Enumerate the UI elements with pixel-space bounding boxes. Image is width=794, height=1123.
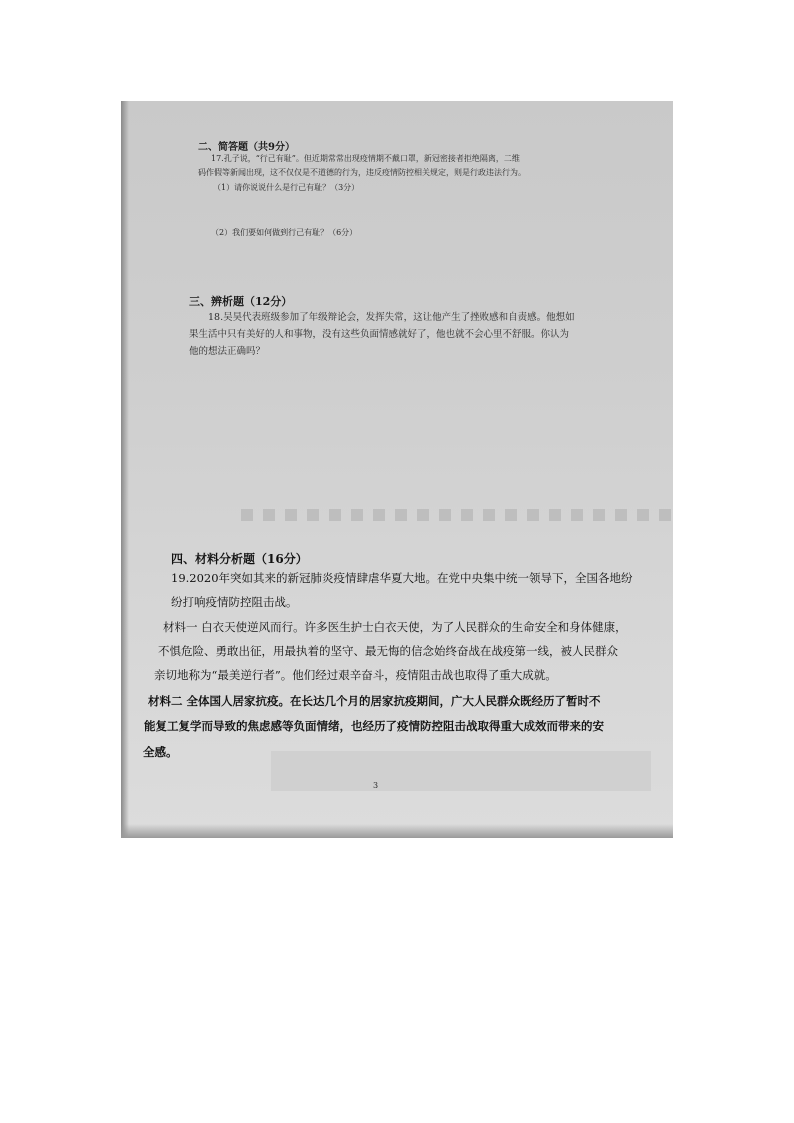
section-3-heading: 三、辨析题（12分） — [189, 295, 293, 308]
material-1-line-1: 材料一 白衣天使逆风而行。许多医生护士白衣天使，为了人民群众的生命安全和身体健康， — [163, 620, 627, 634]
q17-sub-2: （2）我们要如何做到行己有耻？（6分） — [211, 228, 358, 237]
material-2-line-3: 全感。 — [143, 745, 178, 759]
bleed-through-patch — [271, 751, 651, 791]
material-2-line-1: 材料二 全体国人居家抗疫。在长达几个月的居家抗疫期间，广大人民群众既经历了暂时不 — [148, 694, 601, 708]
q19-line-2: 纷打响疫情防控阻击战。 — [171, 595, 298, 609]
q19-line-1: 19.2020年突如其来的新冠肺炎疫情肆虐华夏大地。在党中央集中统一领导下，全国各地纷 — [171, 571, 633, 585]
section-4-heading: 四、材料分析题（16分） — [171, 552, 308, 566]
q18-line-1: 18.吴昊代表班级参加了年级辩论会，发挥失常，这让他产生了挫败感和自责感。他想如 — [208, 312, 575, 323]
q18-line-2: 果生活中只有美好的人和事物，没有这些负面情感就好了，他也就不会心里不舒服。你认为 — [189, 329, 570, 340]
material-2-line-2: 能复工复学而导致的焦虑感等负面情绪，也经历了疫情防控阻击战取得重大成效而带来的安 — [144, 719, 604, 733]
section-2-heading: 二、简答题（共9分） — [198, 142, 295, 153]
q17-line-2: 码作假等新闻出现，这不仅仅是不道德的行为，违反疫情防控相关规定，则是行政违法行为。 — [198, 168, 526, 177]
scanned-exam-page — [121, 101, 673, 838]
photo-bottom-shadow — [121, 824, 673, 838]
q17-line-1: 17.孔子说，“行己有耻”。但近期常常出现疫情期不戴口罩，新冠密接者拒绝隔离，二维 — [211, 154, 520, 163]
material-1-line-3: 亲切地称为“最美逆行者”。他们经过艰辛奋斗，疫情阻击战也取得了重大成就。 — [154, 668, 557, 682]
bleed-through-lines — [241, 509, 673, 521]
q18-line-3: 他的想法正确吗？ — [189, 346, 266, 357]
q17-sub-1: （1）请你说说什么是行己有耻？（3分） — [213, 183, 360, 192]
page-number: 3 — [373, 781, 379, 790]
material-1-line-2: 不惧危险、勇敢出征，用最执着的坚守、最无悔的信念始终奋战在战疫第一线，被人民群众 — [158, 644, 618, 658]
photo-edge-shadow — [121, 101, 129, 838]
